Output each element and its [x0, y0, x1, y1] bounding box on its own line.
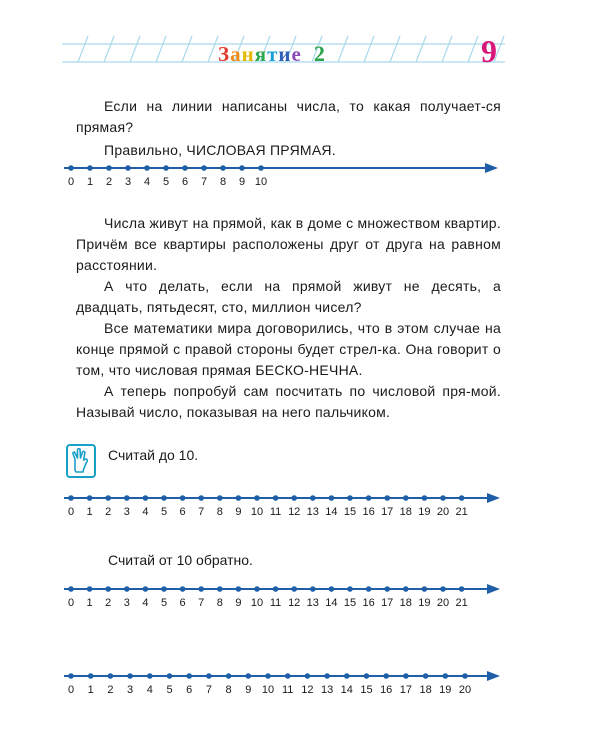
- number-line-label: 9: [238, 176, 246, 188]
- number-line-point: [422, 495, 428, 501]
- number-line-point: [163, 165, 169, 171]
- number-line-label: 2: [105, 597, 112, 609]
- number-line-point: [124, 586, 130, 592]
- number-line-point: [143, 586, 149, 592]
- number-line-label: 19: [439, 684, 452, 696]
- number-line-label: 6: [179, 506, 186, 518]
- task-count-to-10: Считай до 10.: [108, 447, 199, 463]
- number-line-point: [108, 673, 114, 679]
- number-line-label: 2: [107, 684, 114, 696]
- number-line-label: 3: [123, 506, 130, 518]
- number-line-point: [236, 495, 242, 501]
- number-line-point: [198, 495, 204, 501]
- number-line-point: [180, 586, 186, 592]
- number-line-point: [143, 495, 149, 501]
- number-line-label: 8: [216, 506, 223, 518]
- number-line-point: [161, 495, 167, 501]
- number-line-label: 10: [250, 506, 264, 518]
- number-line-point: [147, 673, 153, 679]
- number-line-point: [329, 495, 335, 501]
- number-line-label: 8: [216, 597, 223, 609]
- number-line-point: [344, 673, 350, 679]
- paragraph-2: Правильно, ЧИСЛОВАЯ ПРЯМАЯ.: [104, 142, 336, 158]
- number-line-label: 14: [325, 597, 338, 609]
- number-line-point: [310, 495, 316, 501]
- number-line-point: [347, 586, 353, 592]
- number-line-point: [310, 586, 316, 592]
- number-line-label: 19: [418, 506, 431, 518]
- number-line-label: 4: [142, 597, 149, 609]
- number-line-label: 4: [142, 506, 149, 518]
- number-line-point: [68, 586, 74, 592]
- number-line-point: [124, 495, 130, 501]
- number-line-point: [366, 586, 372, 592]
- number-line-label: 1: [86, 176, 94, 188]
- number-line-point: [144, 165, 150, 171]
- number-line-point: [285, 673, 291, 679]
- number-line-point: [443, 673, 449, 679]
- title-letter: н: [241, 42, 255, 66]
- number-line-label: 5: [166, 684, 173, 696]
- number-line-point: [206, 673, 212, 679]
- number-line-point: [239, 165, 245, 171]
- number-line-label: 4: [143, 176, 151, 188]
- number-line-label: 13: [306, 506, 319, 518]
- number-line-label: 5: [160, 506, 168, 518]
- number-line-point: [329, 586, 335, 592]
- number-line-label: 20: [436, 597, 450, 609]
- number-line-point: [198, 586, 204, 592]
- page-number: 9: [481, 33, 497, 69]
- lesson-number: 2: [313, 41, 326, 66]
- number-line-label: 8: [225, 684, 232, 696]
- number-line-label: 1: [86, 506, 93, 518]
- number-line-label: 14: [340, 684, 353, 696]
- number-line-point: [220, 165, 226, 171]
- number-line-point: [201, 165, 207, 171]
- number-line-point: [440, 495, 446, 501]
- number-line-point: [105, 586, 111, 592]
- number-line-point: [305, 673, 311, 679]
- number-line-point: [324, 673, 330, 679]
- number-line-point: [347, 495, 353, 501]
- number-line-point: [254, 495, 260, 501]
- number-line-point: [226, 673, 232, 679]
- number-line-label: 16: [362, 597, 375, 609]
- number-line-label: 7: [198, 506, 205, 518]
- number-line-label: 9: [235, 506, 242, 518]
- number-line-label: 0: [67, 176, 75, 188]
- number-line-label: 6: [186, 684, 193, 696]
- number-line-label: 18: [419, 684, 432, 696]
- number-line-label: 14: [325, 506, 338, 518]
- number-line-point: [384, 586, 390, 592]
- number-line-label: 1: [86, 597, 93, 609]
- title-letter: и: [278, 42, 292, 66]
- number-line-point: [265, 673, 271, 679]
- number-line-label: 7: [205, 684, 212, 696]
- number-line-point: [403, 495, 409, 501]
- number-line-label: 4: [146, 684, 153, 696]
- number-line-point: [68, 673, 74, 679]
- number-line-label: 21: [455, 597, 468, 609]
- number-line-point: [167, 673, 173, 679]
- number-line-label: 12: [301, 684, 314, 696]
- number-line-2: [0, 488, 600, 520]
- number-line-label: 0: [67, 684, 75, 696]
- number-line-label: 16: [362, 506, 375, 518]
- number-line-label: 17: [381, 506, 394, 518]
- number-line-point: [88, 673, 94, 679]
- number-line-4: [0, 666, 600, 698]
- lesson-title: [218, 41, 326, 67]
- number-line-label: 13: [320, 684, 334, 696]
- number-line-point: [68, 165, 74, 171]
- number-line-point: [87, 495, 93, 501]
- number-line-point: [182, 165, 188, 171]
- number-line-point: [462, 673, 468, 679]
- number-line-label: 12: [288, 597, 301, 609]
- arrow-right-icon: [487, 584, 500, 594]
- intro-text: [76, 96, 501, 161]
- title-letter: я: [254, 42, 268, 66]
- number-line-point: [403, 673, 409, 679]
- number-line-label: 3: [124, 176, 132, 188]
- number-line-point: [423, 673, 429, 679]
- number-line-point: [366, 495, 372, 501]
- number-line-label: 18: [399, 506, 412, 518]
- arrow-right-icon: [487, 493, 500, 503]
- page-header: [0, 0, 600, 80]
- arrow-right-icon: [485, 163, 498, 173]
- number-line-label: 17: [399, 684, 413, 696]
- header-guide-lines: [0, 0, 600, 80]
- arrow-right-icon: [487, 671, 500, 681]
- number-line-point: [440, 586, 446, 592]
- number-line-point: [87, 586, 93, 592]
- title-letter: е: [291, 42, 302, 66]
- paragraph-5: Все математики мира договорились, что в этом случае на конце прямой с правой стороны будет стрел-ка. Она говорит о том, что числовая прямая БЕСКО-НЕЧНА.: [76, 320, 501, 378]
- number-line-point: [87, 165, 93, 171]
- number-line-3: [0, 579, 600, 611]
- title-letter: а: [230, 42, 242, 66]
- number-line-label: 11: [269, 506, 282, 518]
- number-line-point: [217, 586, 223, 592]
- number-line-point: [383, 673, 389, 679]
- number-line-point: [186, 673, 192, 679]
- number-line-label: 1: [87, 684, 94, 696]
- number-line-point: [459, 495, 465, 501]
- number-line-label: 6: [179, 597, 186, 609]
- number-line-label: 9: [235, 597, 242, 609]
- number-line-label: 10: [254, 176, 268, 188]
- task-count-back-from-10: Считай от 10 обратно.: [108, 552, 253, 568]
- number-line-point: [459, 586, 465, 592]
- number-line-label: 3: [127, 684, 134, 696]
- number-line-point: [68, 495, 74, 501]
- number-line-label: 6: [181, 176, 189, 188]
- number-line-label: 5: [162, 176, 170, 188]
- number-line-label: 7: [198, 597, 205, 609]
- number-line-point: [105, 495, 111, 501]
- number-line-label: 9: [245, 684, 252, 696]
- number-line-label: 17: [381, 597, 394, 609]
- number-line-label: 21: [455, 506, 468, 518]
- number-line-point: [217, 495, 223, 501]
- number-line-point: [291, 586, 297, 592]
- number-line-label: 10: [250, 597, 264, 609]
- number-line-point: [161, 586, 167, 592]
- explanation-text: [76, 213, 501, 423]
- lesson-title-word: [218, 42, 302, 66]
- number-line-label: 11: [281, 684, 294, 696]
- paragraph-3: Числа живут на прямой, как в доме с множеством квартир. Причём все квартиры расположены друг от друга на равном расстоянии.: [76, 215, 501, 273]
- number-line-label: 18: [399, 597, 412, 609]
- number-line-label: 11: [269, 597, 282, 609]
- number-line-point: [236, 586, 242, 592]
- number-line-label: 2: [105, 176, 113, 188]
- number-line-point: [403, 586, 409, 592]
- paragraph-6: А теперь попробуй сам посчитать по числовой пря-мой. Называй число, показывая на него пальчиком.: [76, 383, 501, 420]
- number-line-1: [0, 158, 600, 190]
- number-line-label: 2: [105, 506, 112, 518]
- number-line-point: [127, 673, 133, 679]
- number-line-point: [291, 495, 297, 501]
- number-line-label: 20: [458, 684, 472, 696]
- title-letter: т: [267, 42, 279, 66]
- number-line-label: 16: [380, 684, 393, 696]
- number-line-point: [246, 673, 252, 679]
- number-line-label: 13: [306, 597, 319, 609]
- number-line-point: [422, 586, 428, 592]
- number-line-point: [273, 586, 279, 592]
- number-line-label: 15: [343, 506, 357, 518]
- number-line-point: [258, 165, 264, 171]
- number-line-label: 7: [200, 176, 208, 188]
- number-line-point: [254, 586, 260, 592]
- number-line-point: [384, 495, 390, 501]
- number-line-point: [106, 165, 112, 171]
- number-line-label: 8: [219, 176, 227, 188]
- paragraph-1: Если на линии написаны числа, то какая получает-ся прямая?: [76, 98, 501, 135]
- number-line-label: 3: [123, 597, 130, 609]
- number-line-label: 10: [261, 684, 275, 696]
- number-line-label: 15: [360, 684, 373, 696]
- number-line-point: [273, 495, 279, 501]
- paragraph-4: А что делать, если на прямой живут не десять, а двадцать, пятьдесят, сто, миллион чисел?: [76, 278, 501, 315]
- number-line-label: 19: [418, 597, 431, 609]
- number-line-point: [364, 673, 370, 679]
- title-letter: З: [218, 42, 231, 66]
- number-line-label: 15: [343, 597, 357, 609]
- number-line-label: 0: [67, 597, 75, 609]
- number-line-label: 12: [288, 506, 301, 518]
- number-line-label: 5: [160, 597, 168, 609]
- number-line-point: [180, 495, 186, 501]
- number-line-label: 20: [436, 506, 450, 518]
- hand-counting-icon: [66, 444, 96, 478]
- number-line-point: [125, 165, 131, 171]
- number-line-label: 0: [67, 506, 75, 518]
